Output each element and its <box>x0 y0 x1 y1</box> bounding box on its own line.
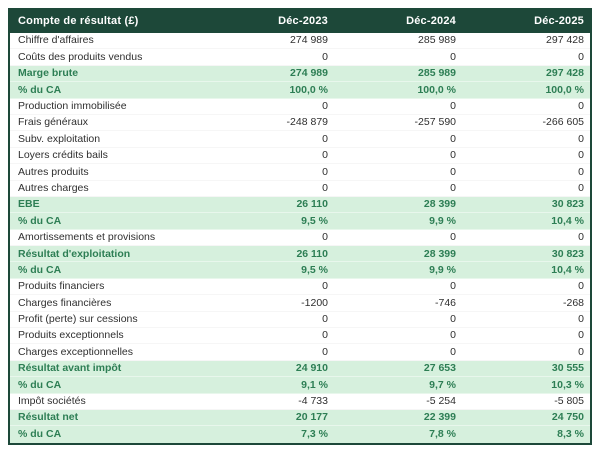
table-row <box>10 394 590 410</box>
row-label: Produits exceptionnels <box>18 330 124 341</box>
cell-value: 9,9 % <box>429 264 456 276</box>
row-label: Résultat d'exploitation <box>18 248 131 260</box>
row-label: Marge brute <box>18 68 79 79</box>
row-label: Autres produits <box>18 166 89 178</box>
table-body <box>10 33 590 443</box>
cell-value: 0 <box>450 281 456 292</box>
cell-value: -1200 <box>301 297 328 309</box>
table-row <box>10 66 590 82</box>
table-row <box>10 377 590 393</box>
cell-value: 100,0 % <box>417 84 456 96</box>
table-row <box>10 99 590 115</box>
table-row <box>10 148 590 164</box>
row-label: Résultat avant impôt <box>18 363 122 374</box>
cell-value: 0 <box>322 314 328 325</box>
row-label: % du CA <box>18 379 62 391</box>
cell-value: 0 <box>322 346 328 358</box>
cell-value: 0 <box>578 330 584 341</box>
table-row <box>10 344 590 360</box>
cell-value: 30 823 <box>551 248 584 260</box>
row-label: EBE <box>18 199 40 210</box>
table-row <box>10 213 590 229</box>
cell-value: 0 <box>578 182 584 194</box>
cell-value: 0 <box>450 150 456 161</box>
table-row <box>10 426 590 442</box>
cell-value: 0 <box>450 314 456 325</box>
row-label: % du CA <box>18 84 62 96</box>
cell-value: 285 989 <box>418 68 456 79</box>
income-statement-table <box>8 8 592 445</box>
cell-value: -5 254 <box>426 396 456 407</box>
table-row <box>10 262 590 278</box>
row-label: Profit (perte) sur cessions <box>18 314 138 325</box>
cell-value: 0 <box>578 232 584 243</box>
table-header-row <box>10 10 590 33</box>
cell-value: 0 <box>450 133 456 145</box>
cell-value: 0 <box>322 281 328 292</box>
row-label: Produits financiers <box>18 281 105 292</box>
table-row <box>10 295 590 311</box>
table-row <box>10 230 590 246</box>
cell-value: 0 <box>578 346 584 358</box>
cell-value: 0 <box>450 182 456 194</box>
cell-value: 0 <box>450 166 456 178</box>
cell-value: 10,4 % <box>551 264 584 276</box>
cell-value: 24 750 <box>551 412 584 423</box>
cell-value: 9,7 % <box>429 379 456 391</box>
row-label: Coûts des produits vendus <box>18 51 143 63</box>
column-header-dec-2024: Déc-2024 <box>406 16 456 27</box>
row-label: Production immobilisée <box>18 101 127 112</box>
column-header-dec-2023: Déc-2023 <box>278 16 328 27</box>
row-label: Autres charges <box>18 182 89 194</box>
cell-value: 0 <box>578 133 584 145</box>
row-label: Charges financières <box>18 297 112 309</box>
cell-value: 8,3 % <box>557 429 584 440</box>
cell-value: 0 <box>578 150 584 161</box>
table-row <box>10 197 590 213</box>
cell-value: -268 <box>562 297 584 309</box>
table-row <box>10 361 590 377</box>
cell-value: 0 <box>322 51 328 63</box>
cell-value: 30 823 <box>551 199 584 210</box>
table-row <box>10 279 590 295</box>
row-label: Frais généraux <box>18 117 89 128</box>
row-label: % du CA <box>18 264 62 276</box>
row-label: Impôt sociétés <box>18 396 86 407</box>
table-row <box>10 328 590 344</box>
cell-value: 22 399 <box>423 412 456 423</box>
table-row <box>10 246 590 262</box>
row-label: Loyers crédits bails <box>18 150 108 161</box>
cell-value: 0 <box>322 150 328 161</box>
cell-value: 0 <box>322 166 328 178</box>
cell-value: 0 <box>322 101 328 112</box>
cell-value: 297 428 <box>546 68 584 79</box>
cell-value: 0 <box>322 182 328 194</box>
cell-value: 26 110 <box>296 199 328 210</box>
column-header-dec-2025: Déc-2025 <box>534 16 584 27</box>
cell-value: 0 <box>578 101 584 112</box>
cell-value: 27 653 <box>423 363 456 374</box>
cell-value: 28 399 <box>423 248 456 260</box>
cell-value: 274 989 <box>290 68 328 79</box>
cell-value: -746 <box>434 297 456 309</box>
cell-value: 0 <box>322 133 328 145</box>
row-label: % du CA <box>18 215 62 227</box>
table-row <box>10 410 590 426</box>
cell-value: 0 <box>450 51 456 63</box>
cell-value: 10,4 % <box>551 215 584 227</box>
cell-value: 274 989 <box>290 35 328 46</box>
cell-value: 28 399 <box>423 199 456 210</box>
row-label: Chiffre d'affaires <box>18 35 94 46</box>
row-label: Résultat net <box>18 412 79 423</box>
cell-value: 0 <box>322 330 328 341</box>
cell-value: 285 989 <box>418 35 456 46</box>
cell-value: 0 <box>578 281 584 292</box>
cell-value: 0 <box>322 232 328 243</box>
cell-value: -5 805 <box>554 396 584 407</box>
cell-value: 0 <box>578 51 584 63</box>
cell-value: 9,5 % <box>301 215 328 227</box>
row-label: Charges exceptionnelles <box>18 346 133 358</box>
cell-value: 9,5 % <box>301 264 328 276</box>
cell-value: -4 733 <box>298 396 328 407</box>
table-title: Compte de résultat (£) <box>18 16 139 27</box>
cell-value: 20 177 <box>295 412 328 423</box>
cell-value: 0 <box>578 314 584 325</box>
cell-value: 30 555 <box>551 363 584 374</box>
cell-value: 297 428 <box>546 35 584 46</box>
cell-value: 26 110 <box>296 248 328 260</box>
table-row <box>10 312 590 328</box>
cell-value: -257 590 <box>414 117 456 128</box>
cell-value: 10,3 % <box>551 379 584 391</box>
cell-value: 0 <box>578 166 584 178</box>
cell-value: 7,8 % <box>429 429 456 440</box>
table-row <box>10 164 590 180</box>
cell-value: 0 <box>450 232 456 243</box>
cell-value: 24 910 <box>295 363 328 374</box>
cell-value: -266 605 <box>542 117 584 128</box>
cell-value: 0 <box>450 330 456 341</box>
cell-value: 0 <box>450 101 456 112</box>
cell-value: 7,3 % <box>301 429 328 440</box>
cell-value: 100,0 % <box>289 84 328 96</box>
table-row <box>10 181 590 197</box>
cell-value: 100,0 % <box>545 84 584 96</box>
table-row <box>10 33 590 49</box>
table-row <box>10 82 590 98</box>
cell-value: 9,1 % <box>301 379 328 391</box>
cell-value: -248 879 <box>286 117 328 128</box>
table-row <box>10 131 590 147</box>
row-label: Subv. exploitation <box>18 133 101 145</box>
row-label: % du CA <box>18 429 62 440</box>
table-row <box>10 49 590 65</box>
cell-value: 9,9 % <box>429 215 456 227</box>
cell-value: 0 <box>450 346 456 358</box>
row-label: Amortissements et provisions <box>18 232 156 243</box>
table-row <box>10 115 590 131</box>
